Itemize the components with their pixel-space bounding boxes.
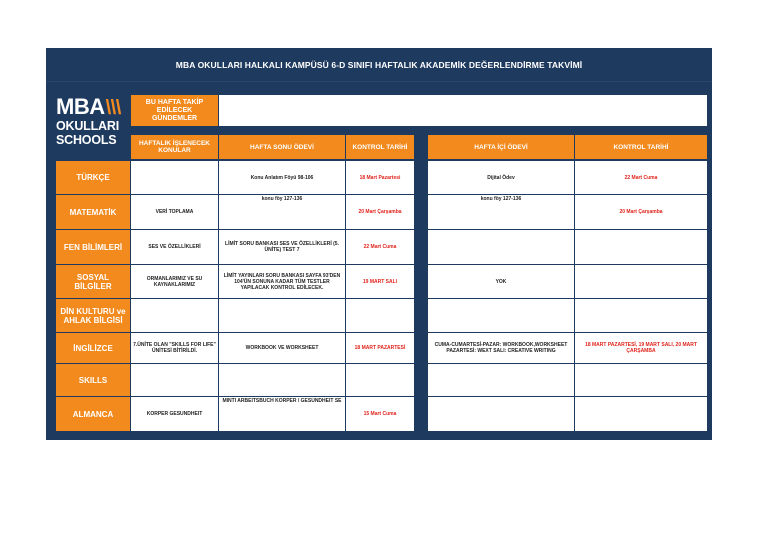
control-date-2-cell: 20 Mart Çarşamba (575, 195, 707, 229)
topics-cell: 7.ÜNİTE OLAN "SKILLS FOR LIFE" ÜNİTESİ BİTİRİLDİ. (131, 333, 218, 363)
control-date-1-cell: 19 MART SALI (346, 265, 414, 298)
subject-cell: DİN KULTURU ve AHLAK BİLGİSİ (56, 299, 130, 332)
header-weekday-homework: HAFTA İÇİ ÖDEVİ (428, 135, 574, 159)
control-date-2-cell (575, 397, 707, 431)
weekend-homework-cell: LİMİT YAYINLARI SORU BANKASI SAYFA 93'DEN 104'ÜN SONUNA KADAR TÜM TESTLER YAPILACAK KONTROL EDİLECEK. (219, 265, 345, 298)
subject-cell: SKILLS (56, 364, 130, 396)
header-control-date-2: KONTROL TARİHİ (575, 135, 707, 159)
subject-cell: İNGİLİZCE (56, 333, 130, 363)
header-topics: HAFTALIK İŞLENECEK KONULAR (131, 135, 218, 159)
logo-slash-icon: \\\ (105, 97, 121, 119)
subject-cell: FEN BİLİMLERİ (56, 230, 130, 264)
weekend-homework-cell (219, 364, 345, 396)
control-date-2-cell: 18 MART PAZARTESİ, 19 MART SALI, 20 MART ÇARŞAMBA (575, 333, 707, 363)
control-date-2-cell (575, 230, 707, 264)
page-title: MBA OKULLARI HALKALI KAMPÜSÜ 6-D SINIFI HAFTALIK AKADEMİK DEĞERLENDİRME TAKVİMİ (46, 48, 712, 82)
weekend-homework-cell: Konu Anlatım Föyü 98-106 (219, 161, 345, 194)
school-logo (56, 96, 132, 158)
topics-cell: KORPER GESUNDHEIT (131, 397, 218, 431)
subject-cell: TÜRKÇE (56, 161, 130, 194)
control-date-1-cell: 22 Mart Cuma (346, 230, 414, 264)
header-control-date-1: KONTROL TARİHİ (346, 135, 414, 159)
subject-cell: ALMANCA (56, 397, 130, 431)
control-date-1-cell: 18 Mart Pazartesi (346, 161, 414, 194)
weekend-homework-cell: konu föy 127-136 (219, 195, 345, 229)
control-date-2-cell (575, 299, 707, 332)
weekday-homework-cell (428, 299, 574, 332)
topics-cell (131, 299, 218, 332)
topics-cell (131, 364, 218, 396)
weekend-homework-cell (219, 299, 345, 332)
topics-cell: ORMANLARIMIZ VE SU KAYNAKLARIMIZ (131, 265, 218, 298)
weekday-homework-cell: Dijital Ödev (428, 161, 574, 194)
weekday-homework-cell: YOK (428, 265, 574, 298)
topics-cell: VERİ TOPLAMA (131, 195, 218, 229)
logo-text-schools: SCHOOLS (56, 133, 117, 147)
weekend-homework-cell: MINTI ARBEITSBUCH KORPER / GESUNDHEIT SE (219, 397, 345, 431)
control-date-1-cell: 20 Mart Çarşamba (346, 195, 414, 229)
header-weekend-homework: HAFTA SONU ÖDEVİ (219, 135, 345, 159)
weekday-homework-cell (428, 230, 574, 264)
weekday-homework-cell (428, 364, 574, 396)
weekend-homework-cell: LİMİT SORU BANKASI SES VE ÖZELLİKLERİ (5. ÜNİTE) TEST 7 (219, 230, 345, 264)
subject-cell: MATEMATİK (56, 195, 130, 229)
agenda-value (219, 95, 707, 126)
control-date-2-cell (575, 265, 707, 298)
control-date-1-cell (346, 364, 414, 396)
control-date-2-cell: 22 Mart Cuma (575, 161, 707, 194)
weekday-homework-cell (428, 397, 574, 431)
control-date-1-cell: 15 Mart Cuma (346, 397, 414, 431)
logo-text-mba: MBA (56, 94, 105, 119)
agenda-label: BU HAFTA TAKİP EDİLECEK GÜNDEMLER (131, 95, 218, 126)
weekday-homework-cell: CUMA-CUMARTESİ-PAZAR: WORKBOOK,WORKSHEET PAZARTESİ: WEXT SALI: CREATIVE WRITING (428, 333, 574, 363)
bottom-strip (46, 432, 712, 440)
topics-cell: SES VE ÖZELLİKLERİ (131, 230, 218, 264)
control-date-1-cell (346, 299, 414, 332)
subject-cell: SOSYAL BİLGİLER (56, 265, 130, 298)
logo-text-okullari: OKULLARI (56, 119, 119, 133)
control-date-2-cell (575, 364, 707, 396)
topics-cell (131, 161, 218, 194)
weekend-homework-cell: WORKBOOK VE WORKSHEET (219, 333, 345, 363)
weekday-homework-cell: konu föy 127-136 (428, 195, 574, 229)
title-spacer (46, 82, 712, 94)
control-date-1-cell: 18 MART PAZARTESİ (346, 333, 414, 363)
